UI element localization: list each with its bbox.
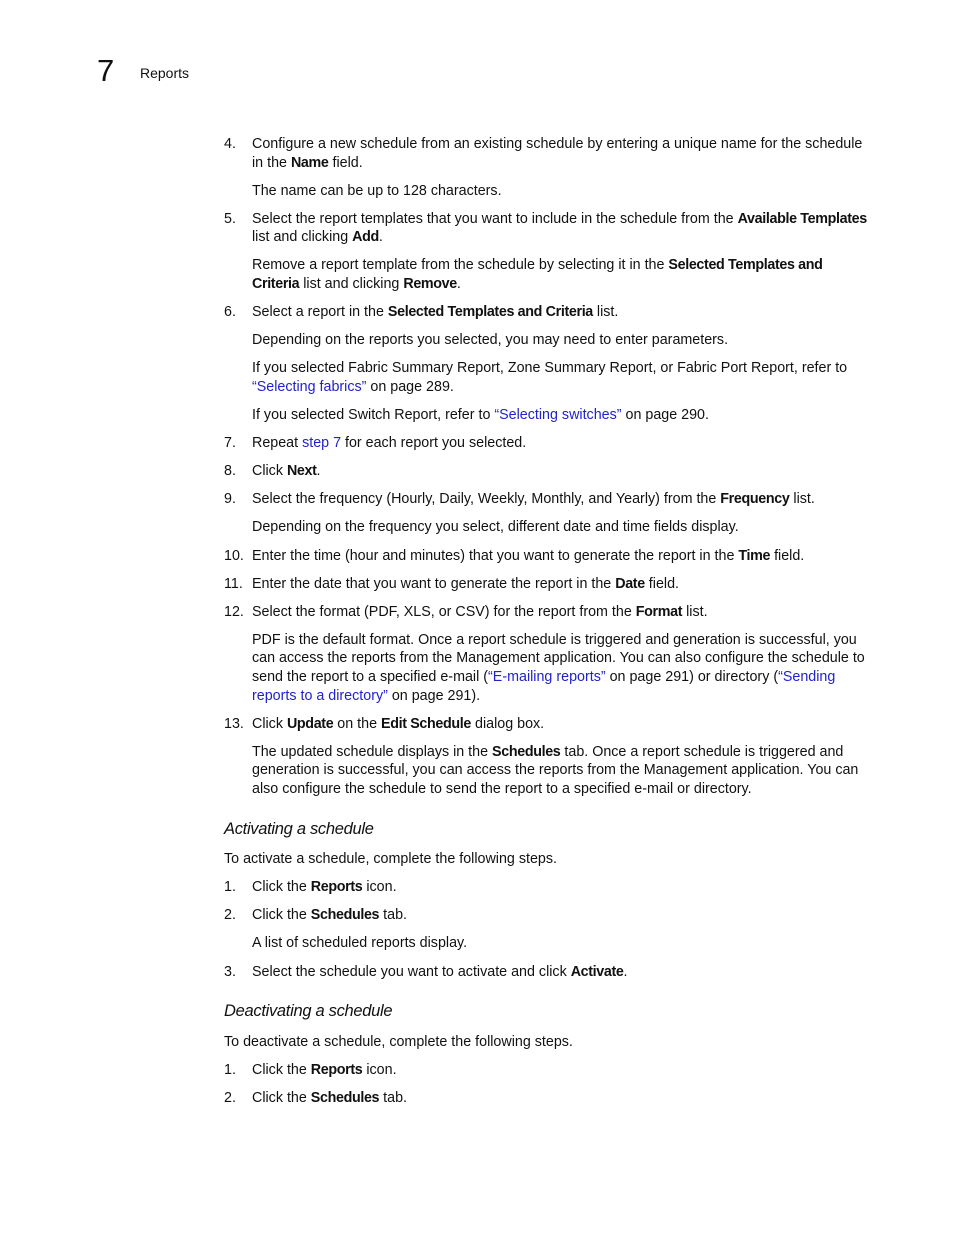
activate-step-3: 3. Select the schedule you want to activate and click Activate. — [224, 963, 628, 980]
step-number: 2. — [224, 1089, 236, 1106]
activate-step-2: 2. Click the Schedules tab. — [224, 907, 407, 924]
document-body — [224, 135, 869, 1117]
ui-term: Frequency — [720, 491, 790, 508]
step-10: 10. Enter the time (hour and minutes) that you want to generate the report in the Time field. — [224, 547, 805, 564]
step-note: The updated schedule displays in the Schedules tab. Once a report schedule is triggered and generation is successful, you can access the reports from the Management application. You can also configure the schedule to send the report to a specified e-mail or directory. — [252, 743, 859, 797]
ui-term: Selected Templates and Criteria — [252, 257, 823, 293]
ui-term: Edit Schedule — [381, 715, 472, 732]
step-note: Depending on the reports you selected, you may need to enter parameters. — [252, 332, 729, 349]
section-heading-deactivating: Deactivating a schedule — [224, 1002, 393, 1021]
step-11: 11. Enter the date that you want to generate the report in the Date field. — [224, 575, 679, 592]
step-12: 12. Select the format (PDF, XLS, or CSV) for the report from the Format list. — [224, 603, 708, 620]
deactivate-step-1: 1. Click the Reports icon. — [224, 1061, 397, 1078]
selecting-switches-link[interactable]: “Selecting switches” — [494, 407, 622, 424]
step-number: 12. — [224, 603, 244, 620]
step-note: A list of scheduled reports display. — [252, 935, 468, 952]
step-number: 6. — [224, 304, 236, 321]
activate-step-1: 1. Click the Reports icon. — [224, 879, 397, 896]
step-number: 8. — [224, 463, 236, 480]
deactivate-step-2: 2. Click the Schedules tab. — [224, 1089, 407, 1106]
ui-term: Reports — [310, 1061, 363, 1078]
ui-term: Next — [286, 463, 317, 480]
section-heading-activating: Activating a schedule — [224, 819, 374, 838]
step-number: 7. — [224, 435, 236, 452]
selecting-fabrics-link[interactable]: “Selecting fabrics” — [252, 378, 367, 395]
step-number: 11. — [224, 575, 243, 592]
step-note: Remove a report template from the schedule by selecting it in the Selected Templates and Criteria list and clicking Remove. — [252, 257, 823, 293]
ui-term: Update — [286, 715, 334, 732]
step-number: 9. — [224, 491, 236, 508]
step-number: 5. — [224, 210, 236, 227]
ui-term: Remove — [403, 276, 457, 293]
ui-term: Available Templates — [737, 210, 867, 227]
ui-term: Date — [615, 575, 645, 592]
step-note: If you selected Fabric Summary Report, Zone Summary Report, or Fabric Port Report, refer to “Selecting fabrics” on page 289. — [252, 360, 848, 395]
step-number: 3. — [224, 963, 236, 980]
step-number: 13. — [224, 715, 244, 732]
ui-term: Schedules — [310, 907, 380, 924]
step-number: 1. — [224, 879, 236, 896]
step-number: 10. — [224, 547, 244, 564]
ui-term: Time — [738, 547, 771, 564]
step-number: 4. — [224, 136, 236, 152]
section-intro: To deactivate a schedule, complete the following steps. — [224, 1033, 573, 1050]
emailing-reports-link[interactable]: “E-mailing reports” — [488, 668, 606, 685]
ui-term: Schedules — [492, 743, 561, 760]
step-note: PDF is the default format. Once a report schedule is triggered and generation is successful, you can access the reports from the Management application. You can also configure the schedule to send the report to a specified e-mail (“E-mailing reports” on page 291) or directory (“Sending reports to a directory” on page 291). — [252, 631, 865, 704]
step-note: Depending on the frequency you select, different date and time fields display. — [252, 519, 739, 536]
step-5: 5. Select the report templates that you want to include in the schedule from the Available Templates list and clicking Add. — [224, 210, 867, 246]
ui-term: Selected Templates and Criteria — [387, 304, 593, 321]
ui-term: Activate — [570, 963, 624, 980]
step-number: 2. — [224, 907, 236, 924]
step-13: 13. Click Update on the Edit Schedule dialog box. — [224, 715, 545, 732]
step-note: The name can be up to 128 characters. — [252, 182, 502, 199]
step-8: 8. Click Next. — [224, 463, 321, 480]
step-9: 9. Select the frequency (Hourly, Daily, Weekly, Monthly, and Yearly) from the Frequency list. — [224, 491, 815, 508]
ui-term: Schedules — [310, 1089, 380, 1106]
ui-term: Reports — [310, 879, 363, 896]
step-4: 4. Configure a new schedule from an existing schedule by entering a unique name for the schedule in the Name field. — [224, 136, 863, 171]
section-intro: To activate a schedule, complete the following steps. — [224, 851, 557, 868]
chapter-title: Reports — [140, 65, 190, 81]
step-note: If you selected Switch Report, refer to “Selecting switches” on page 290. — [252, 407, 709, 424]
step-number: 1. — [224, 1061, 236, 1078]
step-6: 6. Select a report in the Selected Templates and Criteria list. — [224, 304, 619, 321]
sending-reports-link[interactable]: “Sending reports to a directory” — [252, 668, 836, 704]
ui-term: Format — [635, 603, 683, 620]
ui-term: Name — [290, 154, 329, 171]
chapter-number: 7 — [97, 53, 115, 88]
step-7-link[interactable]: step 7 — [302, 435, 342, 452]
ui-term: Add — [352, 229, 379, 246]
step-7: 7. Repeat step 7 for each report you selected. — [224, 435, 527, 452]
